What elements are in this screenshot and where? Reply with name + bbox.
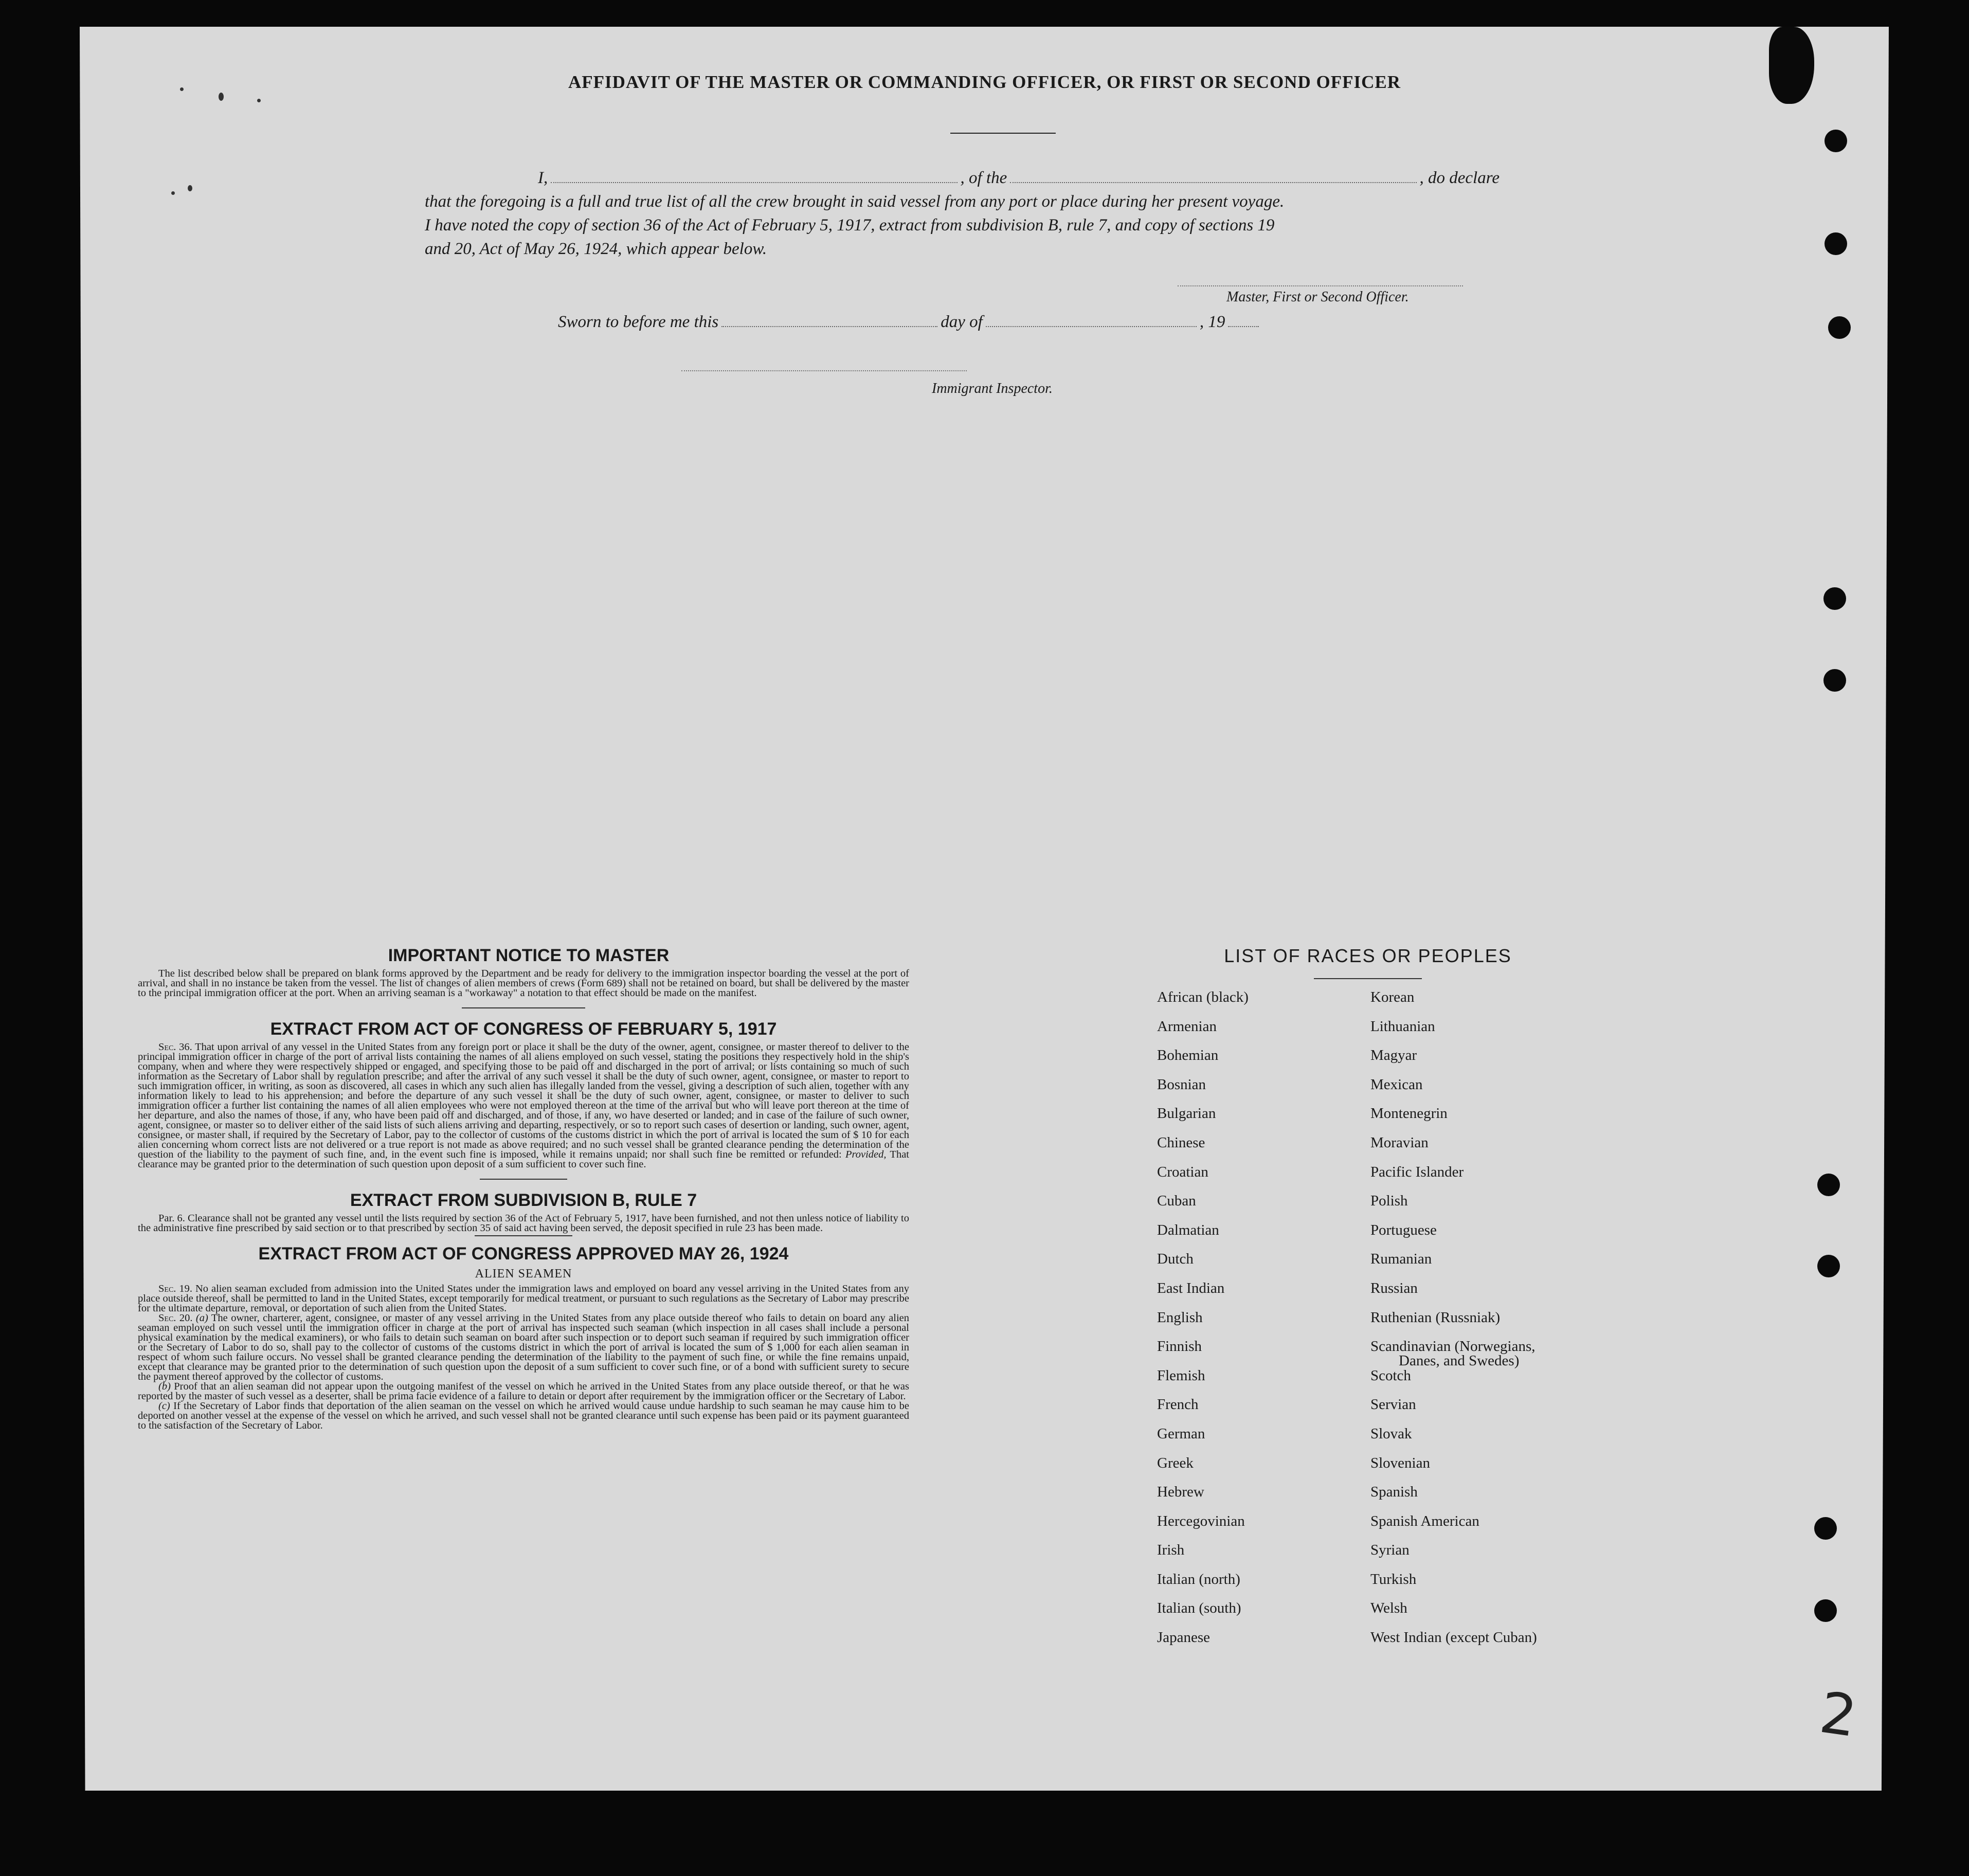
year-text: , 19 xyxy=(1199,313,1225,331)
day-blank xyxy=(721,312,937,327)
binder-hole xyxy=(1825,232,1847,255)
sec-36-label: Sec. 36. xyxy=(158,1041,192,1053)
section-divider xyxy=(480,1179,567,1180)
race-item: Dalmatian xyxy=(1157,1221,1219,1238)
race-item: Polish xyxy=(1370,1193,1408,1210)
notice-heading: IMPORTANT NOTICE TO MASTER xyxy=(388,946,670,965)
race-item: Spanish xyxy=(1370,1484,1418,1501)
inspector-label: Immigrant Inspector. xyxy=(932,381,1053,396)
inspector-signature-line xyxy=(681,370,967,371)
document-page xyxy=(80,27,1889,1791)
section-divider xyxy=(462,1007,585,1008)
binder-hole xyxy=(1817,1174,1840,1196)
month-blank xyxy=(986,312,1197,327)
race-item: Bosnian xyxy=(1157,1076,1206,1093)
sec-19-text xyxy=(138,1284,909,1313)
sec-20c-body: If the Secretary of Labor finds that deportation of the alien seaman on the vessel on which he arrived would cause undue hardship to such seaman he may cause him to be deported on another vessel at the expense of the vessel on which he arrived, and such vessel shall not be granted clearance until such expense has been paid or its payment guaranteed to the satisfaction of the Secretary of Labor. xyxy=(138,1400,910,1431)
paper-speck xyxy=(171,191,175,195)
affidavit-i: I, xyxy=(538,169,548,187)
race-item: Armenian xyxy=(1157,1018,1217,1035)
race-item: Moravian xyxy=(1370,1134,1429,1151)
race-item: Cuban xyxy=(1157,1193,1196,1210)
race-item: Bohemian xyxy=(1157,1047,1219,1064)
rule-7-heading: EXTRACT FROM SUBDIVISION B, RULE 7 xyxy=(350,1190,697,1210)
race-item: Scotch xyxy=(1370,1367,1411,1384)
race-item: Lithuanian xyxy=(1370,1018,1435,1035)
race-item: Slovenian xyxy=(1370,1454,1430,1471)
race-item: Magyar xyxy=(1370,1047,1417,1064)
race-item: Montenegrin xyxy=(1370,1105,1448,1122)
day-of-text: day of xyxy=(941,313,983,331)
race-item: Chinese xyxy=(1157,1134,1205,1151)
race-item: West Indian (except Cuban) xyxy=(1370,1629,1537,1646)
binder-hole xyxy=(1825,130,1847,152)
race-item: Irish xyxy=(1157,1542,1185,1559)
sec-36-end: That clearance may be granted prior to the determination of such question upon deposit of a sum sufficient to cover such fine. xyxy=(138,1149,909,1170)
race-item-continuation: Danes, and Swedes) xyxy=(1399,1352,1520,1369)
rule-7-text: Par. 6. Clearance shall not be granted any vessel until the lists required by section 36 of the Act of February 5, 1917, have been furnished, and not then unless notice of liability to the administrative fine prescribed by said section or to that prescribed by section 35 of said act having been served, the deposit specified in rule 23 has been made. xyxy=(138,1213,909,1234)
handwritten-page-number: 2 xyxy=(1816,1679,1861,1750)
race-item: English xyxy=(1157,1309,1203,1326)
affidavit-of-the: , of the xyxy=(960,169,1007,187)
clause-c: (c) xyxy=(158,1400,170,1412)
sec-20b-text xyxy=(138,1382,909,1401)
race-item: Slovak xyxy=(1370,1425,1412,1442)
sec-19-label: Sec. 19. xyxy=(158,1283,193,1294)
sec-36-body: That upon arrival of any vessel in the United States from any foreign port or place it shall be the duty of the owner, agent, consignee, or master thereof to deliver to the principal immigration officer in charge of the port of arrival lists containing the names of all aliens employed on such vessel, stating the positions they respectively hold in the ship's company, when and where they were respectively shipped or engaged, and specifying those to be paid off and discharged in the port of arrival; or lists containing so much of such information as the Secretary of Labor shall by regulation prescribe; and after the arrival of any such vessel it shall be the duty of such owner, agent, consignee, or master to report to such immigration officer, in writing, as soon as discovered, all cases in which any such alien has illegally landed from the vessel, giving a description of such alien, together with any information likely to lead to his apprehension; and before the departure of any such vessel it shall be the duty of such owner, agent, consignee, or master to deliver to such immigration officer a further list containing the names of all alien employees who were not employed thereon at the time of the arrival but who will leave port thereon at the time of her departure, and also the names of those, if any, who have been paid off and discharged, and of those, if any, wo have deserted or landed; and in case of the failure of such owner, agent, consignee, or master so to deliver either of the said lists of such aliens arriving and departing, respectively, or so to report such cases of desertion or landing, such owner, agent, consignee, or master shall, if required by the Secretary of Labor, pay to the collector of customs of the customs district in which the port of arrival is located the sum of $ 10 for each alien concerning whom correct lists are not delivered or a true report is not made as above required; and no such vessel shall be granted clearance pending the determination of the question of the liability to the payment of such fine, and, in the event such fine is imposed, while it remains unpaid; nor shall such fine be remitted or refunded: xyxy=(138,1041,910,1160)
race-item: Greek xyxy=(1157,1454,1194,1471)
name-blank xyxy=(551,168,957,183)
sec-20-label: Sec. 20. xyxy=(158,1312,193,1324)
race-item: Flemish xyxy=(1157,1367,1205,1384)
clause-b: (b) xyxy=(158,1381,171,1392)
paper-speck xyxy=(188,185,192,191)
race-item: Bulgarian xyxy=(1157,1105,1216,1122)
affidavit-line-1 xyxy=(425,166,1500,190)
section-divider xyxy=(475,1235,572,1236)
extract-1924-heading: EXTRACT FROM ACT OF CONGRESS APPROVED MAY 26, 1924 xyxy=(258,1244,789,1264)
sworn-line xyxy=(558,312,1262,332)
race-item: Welsh xyxy=(1370,1600,1407,1617)
provided-word: Provided, xyxy=(845,1149,887,1160)
notice-text: The list described below shall be prepared on blank forms approved by the Department and be ready for delivery to the immigration inspector boarding the vessel at the port of arrival, and shall in no instance be taken from the vessel. The list of changes of alien members of crews (Form 689) shall not be retained on board, but shall be delivered by the master to the principal immigration officer at the port. When an arriving seaman is a "workaway" a notation to that effect should be made on the manifest. xyxy=(138,968,909,999)
affidavit-line-4: and 20, Act of May 26, 1924, which appear below. xyxy=(425,240,767,258)
race-item: Croatian xyxy=(1157,1163,1208,1180)
race-item: Mexican xyxy=(1370,1076,1423,1093)
extract-1917-text xyxy=(138,1042,909,1169)
master-label: Master, First or Second Officer. xyxy=(1226,289,1409,305)
race-item: Hercegovinian xyxy=(1157,1512,1245,1529)
races-right-column xyxy=(1370,988,1537,1658)
race-item-scandinavian xyxy=(1370,1338,1537,1367)
race-item: East Indian xyxy=(1157,1279,1225,1296)
alien-seamen-subheading: ALIEN SEAMEN xyxy=(475,1267,572,1280)
races-divider xyxy=(1314,978,1422,979)
binder-hole xyxy=(1823,587,1846,610)
race-item: Turkish xyxy=(1370,1571,1417,1588)
sec-20a-body: The owner, charterer, agent, consignee, or master of any vessel arriving in the United States from any place outside thereof who fails to detain on board any alien seaman employed on such vessel until the immigration officer in charge at the port of arrival has inspected such seaman (which inspection in all cases shall include a personal physical examination by the medical examiners), or who fails to detain such seaman on board after such inspection or to deport such seaman if required by such immigration officer or the Secretary of Labor to do so, shall pay to the collector of customs of the customs district in which the port of arrival is located the sum of $ 1,000 for each alien seaman in respect of whom such failure occurs. No vessel shall be granted clearance pending the determination of the liability to the payment of such fine, or while the fine remains unpaid, except that clearance may be granted prior to the determination of such question upon the deposit of a sum sufficient to cover such fine, or of a bond with sufficient surety to secure the payment thereof approved by the collector of customs. xyxy=(138,1312,909,1382)
races-list xyxy=(1142,945,1594,1646)
affidavit-line-2: that the foregoing is a full and true list of all the crew brought in said vessel from any port or place during her present voyage. xyxy=(425,192,1285,211)
affidavit-paragraph xyxy=(425,166,1500,261)
race-item: Italian (north) xyxy=(1157,1571,1240,1588)
binder-hole xyxy=(1828,316,1851,339)
race-item: Russian xyxy=(1370,1279,1418,1296)
title-underline xyxy=(950,133,1056,134)
race-item: Hebrew xyxy=(1157,1484,1204,1501)
races-heading: LIST OF RACES OR PEOPLES xyxy=(1224,945,1512,966)
sec-19-body: No alien seaman excluded from admission into the United States under the immigration laws and employed on board any vessel arriving in the United States from any place outside thereof, shall be permitted to land in the United States, except temporarily for medical treatment, or pursuant to such regulations as the Secretary of Labor may prescribe for the ultimate departure, removal, or deportation of such alien from the United States. xyxy=(138,1283,910,1314)
races-left-column xyxy=(1157,988,1249,1658)
sec-20a-text xyxy=(138,1313,909,1382)
binder-hole xyxy=(1814,1599,1837,1622)
race-item: Finnish xyxy=(1157,1338,1202,1355)
race-item: Spanish American xyxy=(1370,1512,1479,1529)
master-signature-line xyxy=(1178,285,1463,286)
clause-a: (a) xyxy=(195,1312,208,1324)
race-item: Pacific Islander xyxy=(1370,1163,1464,1180)
race-item: Portuguese xyxy=(1370,1221,1437,1238)
sec-20b-body: Proof that an alien seaman did not appear upon the outgoing manifest of the vessel on which he arrived in the United States from any place outside thereof, or that he was reported by the master of such vessel as a deserter, shall be prima facie evidence of a failure to detain or deport after requirement by the immigration officer or the Secretary of Labor. xyxy=(138,1381,909,1402)
race-item: Italian (south) xyxy=(1157,1600,1241,1617)
legal-notices-column xyxy=(138,945,909,1431)
vessel-blank xyxy=(1010,168,1416,183)
race-item: Korean xyxy=(1370,989,1415,1005)
binder-hole xyxy=(1817,1255,1840,1277)
race-item: Dutch xyxy=(1157,1251,1194,1268)
binder-hole xyxy=(1823,669,1846,692)
race-item: Ruthenian (Russniak) xyxy=(1370,1309,1501,1326)
affidavit-do-declare: , do declare xyxy=(1419,169,1500,187)
year-blank xyxy=(1228,312,1259,327)
race-item: German xyxy=(1157,1425,1205,1442)
sec-20c-text xyxy=(138,1401,909,1431)
race-item: Japanese xyxy=(1157,1629,1211,1646)
race-item: Servian xyxy=(1370,1396,1416,1413)
binder-hole xyxy=(1814,1517,1837,1540)
document-title: AFFIDAVIT OF THE MASTER OR COMMANDING OFFICER, OR FIRST OR SECOND OFFICER xyxy=(568,72,1401,92)
paper-speck xyxy=(257,99,261,102)
paper-speck xyxy=(219,93,224,101)
race-item: Rumanian xyxy=(1370,1251,1432,1268)
sworn-text: Sworn to before me this xyxy=(558,313,719,331)
race-item-text: Scandinavian (Norwegians, xyxy=(1370,1338,1536,1355)
race-item: French xyxy=(1157,1396,1199,1413)
race-item: African (black) xyxy=(1157,989,1249,1005)
affidavit-line-3: I have noted the copy of section 36 of the Act of February 5, 1917, extract from subdivision B, rule 7, and copy of sections 19 xyxy=(425,216,1275,234)
race-item: Syrian xyxy=(1370,1542,1410,1559)
extract-1917-heading: EXTRACT FROM ACT OF CONGRESS OF FEBRUARY 5, 1917 xyxy=(270,1019,777,1039)
